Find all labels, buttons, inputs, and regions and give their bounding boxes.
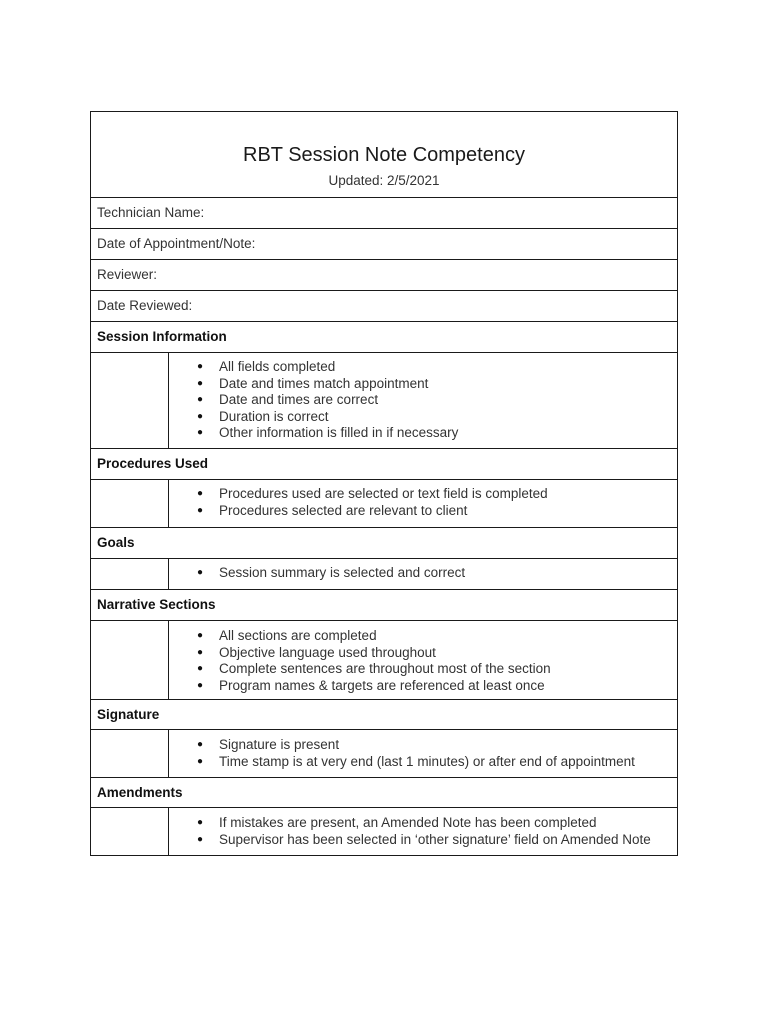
criteria-row-signature — [91, 730, 677, 778]
criteria-cell — [169, 559, 677, 589]
criteria-cell — [169, 353, 677, 448]
criteria-cell — [169, 808, 677, 855]
criteria-list — [197, 486, 677, 519]
criteria-item: ● Duration is correct — [197, 409, 677, 426]
section-header-session-information: Session Information — [91, 322, 677, 353]
criteria-list — [197, 815, 677, 848]
check-cell[interactable] — [91, 808, 169, 855]
check-cell[interactable] — [91, 621, 169, 699]
criteria-item: ● Other information is filled in if necessary — [197, 425, 677, 442]
field-technician-name[interactable]: Technician Name: — [91, 198, 677, 229]
criteria-item: ● Program names & targets are referenced at least once — [197, 678, 677, 695]
title-block — [91, 112, 677, 198]
section-header-amendments: Amendments — [91, 778, 677, 808]
criteria-item: ● Supervisor has been selected in ‘other signature’ field on Amended Note — [197, 832, 677, 849]
criteria-item: ● Procedures used are selected or text field is completed — [197, 486, 677, 503]
updated-date: Updated: 2/5/2021 — [328, 173, 440, 188]
criteria-item: ● Date and times are correct — [197, 392, 677, 409]
criteria-item: ● If mistakes are present, an Amended Note has been completed — [197, 815, 677, 832]
sections-container — [91, 322, 677, 855]
criteria-item: ● Time stamp is at very end (last 1 minutes) or after end of appointment — [197, 754, 677, 771]
section-header-signature: Signature — [91, 700, 677, 730]
criteria-cell — [169, 480, 677, 527]
check-cell[interactable] — [91, 730, 169, 777]
criteria-row-narrative-sections — [91, 621, 677, 700]
criteria-item: ● All fields completed — [197, 359, 677, 376]
field-date-of-appointment[interactable]: Date of Appointment/Note: — [91, 229, 677, 260]
criteria-item: ● Complete sentences are throughout most of the section — [197, 661, 677, 678]
criteria-item: ● Objective language used throughout — [197, 645, 677, 662]
criteria-item: ● Session summary is selected and correct — [197, 565, 677, 582]
check-cell[interactable] — [91, 559, 169, 589]
criteria-list — [197, 565, 677, 582]
criteria-cell — [169, 730, 677, 777]
criteria-row-amendments — [91, 808, 677, 855]
check-cell[interactable] — [91, 353, 169, 448]
criteria-row-session-information — [91, 353, 677, 449]
criteria-item: ● Procedures selected are relevant to client — [197, 503, 677, 520]
section-header-goals: Goals — [91, 528, 677, 559]
field-reviewer[interactable]: Reviewer: — [91, 260, 677, 291]
criteria-list — [197, 359, 677, 442]
criteria-item: ● Signature is present — [197, 737, 677, 754]
competency-form — [90, 111, 678, 856]
criteria-item: ● All sections are completed — [197, 628, 677, 645]
criteria-list — [197, 737, 677, 770]
criteria-cell — [169, 621, 677, 699]
criteria-row-goals — [91, 559, 677, 590]
check-cell[interactable] — [91, 480, 169, 527]
section-header-procedures-used: Procedures Used — [91, 449, 677, 480]
section-header-narrative-sections: Narrative Sections — [91, 590, 677, 621]
criteria-item: ● Date and times match appointment — [197, 376, 677, 393]
document-title: RBT Session Note Competency — [243, 144, 525, 166]
field-date-reviewed[interactable]: Date Reviewed: — [91, 291, 677, 322]
criteria-list — [197, 628, 677, 694]
criteria-row-procedures-used — [91, 480, 677, 528]
